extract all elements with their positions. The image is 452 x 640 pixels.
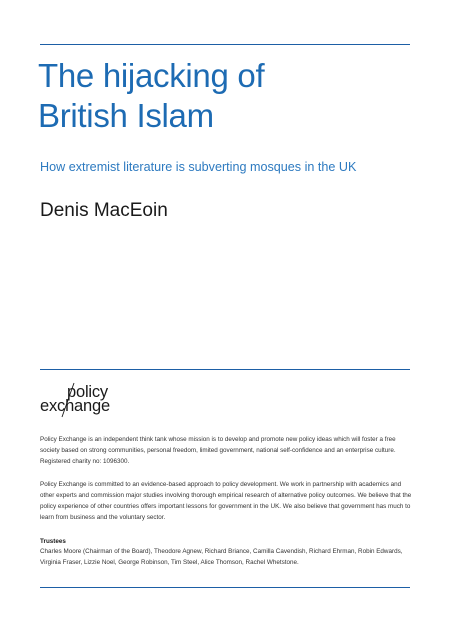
author-name: Denis MacEoin <box>40 200 168 221</box>
approach-paragraph: Policy Exchange is committed to an evidence-based approach to policy development. We work in partnership with academics and other experts and commission major studies involving thorough empirical research of alternative policy outcomes. We believe that the policy experience of other countries offers important lessons for government in the UK. We also believe that government has much to learn from business and the voluntary sector. <box>40 481 412 521</box>
title-line-1: The hijacking of <box>38 57 265 94</box>
logo-text-exchange: exchange <box>40 397 110 415</box>
trustees-list: Charles Moore (Chairman of the Board), Theodore Agnew, Richard Briance, Camilla Cavendish, Richard Ehrman, Robin Edwards, Virginia Fraser, Lizzie Noel, George Robinson, Tim Steel, Alice Thomson, Rachel Whetstone. <box>40 548 403 566</box>
policy-exchange-logo <box>40 377 150 427</box>
bottom-divider <box>40 587 410 588</box>
trustees-heading: Trustees <box>40 538 66 545</box>
intro-paragraph: Policy Exchange is an independent think tank whose mission is to develop and promote new policy ideas which will foster a free society based on strong communities, personal freedom, limited government, national self-confidence and an enterprise culture. Registered charity no: 1096300. <box>40 436 396 465</box>
middle-divider <box>40 369 410 370</box>
title-line-2: British Islam <box>38 97 214 134</box>
page-title <box>38 56 418 136</box>
top-divider <box>40 44 410 45</box>
logo-text-policy: policy <box>67 383 108 401</box>
subtitle: How extremist literature is subverting mosques in the UK <box>40 160 357 174</box>
